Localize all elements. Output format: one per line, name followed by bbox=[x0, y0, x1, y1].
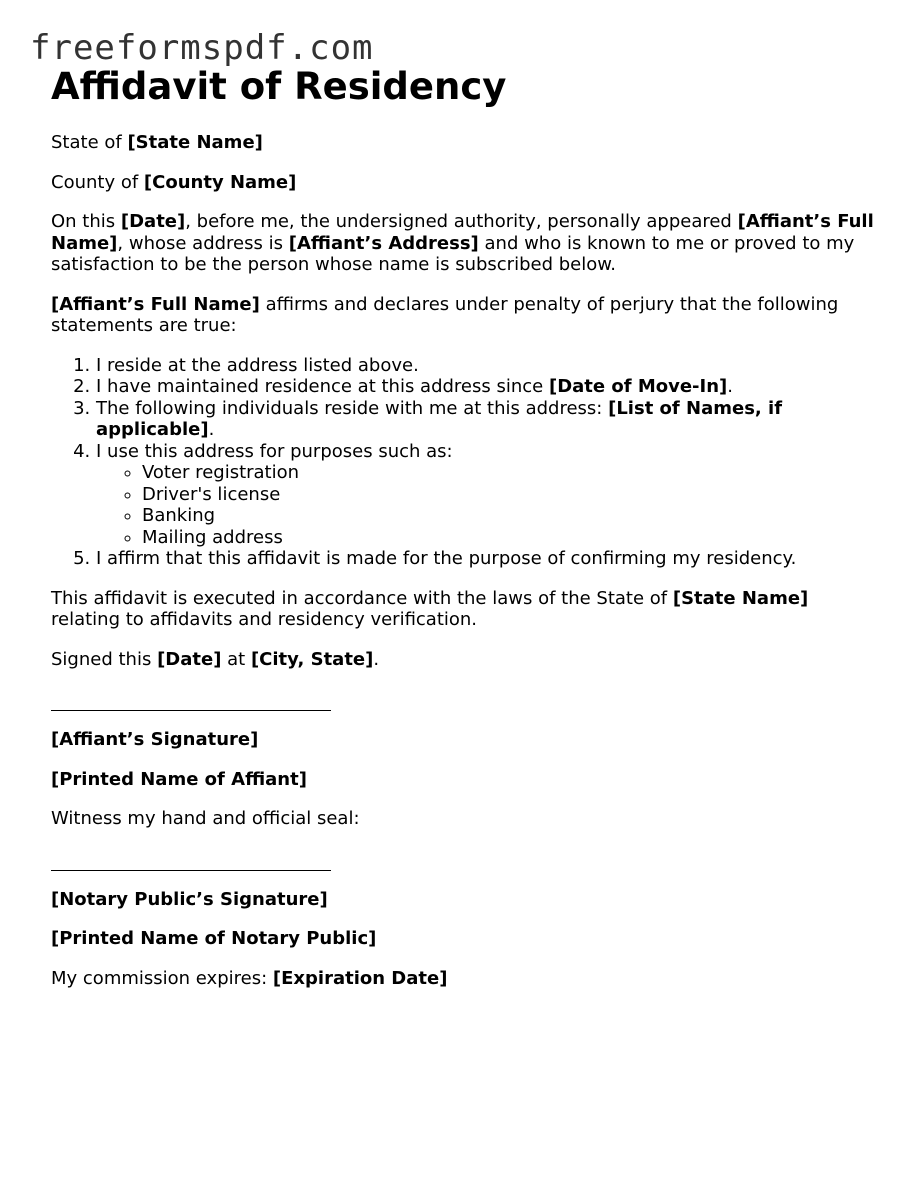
affiant-signature-line bbox=[51, 710, 331, 711]
city-state-field: [City, State] bbox=[250, 648, 374, 670]
document-title: Affidavit of Residency bbox=[51, 65, 507, 108]
purpose-item: ◦ Voter registration bbox=[142, 462, 881, 484]
intro-paragraph: On this [Date], before me, the undersigned authority, personally appeared [Affiant’s Full Name], whose address is [Affiant’s Address] and who is known to me or proved to my satisfaction to be the person whose name is subscribed below. bbox=[51, 211, 874, 275]
expiration-date-field: [Expiration Date] bbox=[272, 967, 448, 989]
notary-signature-line bbox=[51, 870, 331, 871]
affiant-name-field: [Affiant’s Full Name] bbox=[51, 211, 874, 254]
affiant-printed-name-label: [Printed Name of Affiant] bbox=[51, 768, 307, 790]
signed-line: Signed this [Date] at [City, State]. bbox=[51, 648, 380, 670]
date-field: [Date] bbox=[120, 211, 186, 232]
county-line: County of [County Name] bbox=[51, 171, 297, 193]
declaration-paragraph: [Affiant’s Full Name] affirms and declares under penalty of perjury that the following statements are true: bbox=[51, 293, 839, 336]
affidavit-document bbox=[51, 64, 881, 989]
commission-line: My commission expires: [Expiration Date] bbox=[51, 967, 448, 989]
signed-date-field: [Date] bbox=[157, 648, 222, 670]
statements-list bbox=[51, 355, 881, 570]
site-watermark: freeformspdf.com bbox=[30, 28, 374, 68]
notary-printed-name-label: [Printed Name of Notary Public] bbox=[51, 928, 377, 949]
statement-item: 5. I affirm that this affidavit is made for the purpose of confirming my residency. bbox=[96, 548, 881, 570]
purpose-item: ◦ Mailing address bbox=[142, 527, 881, 549]
purpose-item: ◦ Driver's license bbox=[142, 484, 881, 506]
statement-item: 1. I reside at the address listed above. bbox=[96, 355, 881, 377]
affiant-signature-label: [Affiant’s Signature] bbox=[51, 729, 259, 750]
purpose-item: ◦ Banking bbox=[142, 505, 881, 527]
state-name-field: [State Name] bbox=[672, 587, 809, 609]
witness-statement: Witness my hand and official seal: bbox=[51, 808, 360, 829]
notary-signature-label: [Notary Public’s Signature] bbox=[51, 888, 328, 910]
statement-item: 3. The following individuals reside with me at this address: [List of Names, if applicable]. bbox=[96, 398, 881, 441]
state-line: State of [State Name] bbox=[51, 132, 263, 153]
statement-item: 2. I have maintained residence at this address since [Date of Move-In]. bbox=[96, 376, 881, 398]
execution-paragraph: This affidavit is executed in accordance with the laws of the State of [State Name] relating to affidavits and residency verification. bbox=[51, 587, 809, 630]
state-name-field: [State Name] bbox=[127, 132, 263, 153]
purposes-list bbox=[96, 462, 881, 548]
statement-item: 4. I use this address for purposes such as: ◦ Voter registration ◦ Driver's license ◦ Banking ◦ Mailing address bbox=[96, 441, 881, 549]
affiant-address-field: [Affiant’s Address] bbox=[288, 232, 479, 254]
affiant-name-field: [Affiant’s Full Name] bbox=[51, 293, 260, 315]
move-in-date-field: [Date of Move-In] bbox=[548, 376, 728, 397]
county-name-field: [County Name] bbox=[143, 171, 297, 193]
names-list-field: [List of Names, if applicable] bbox=[96, 397, 783, 440]
